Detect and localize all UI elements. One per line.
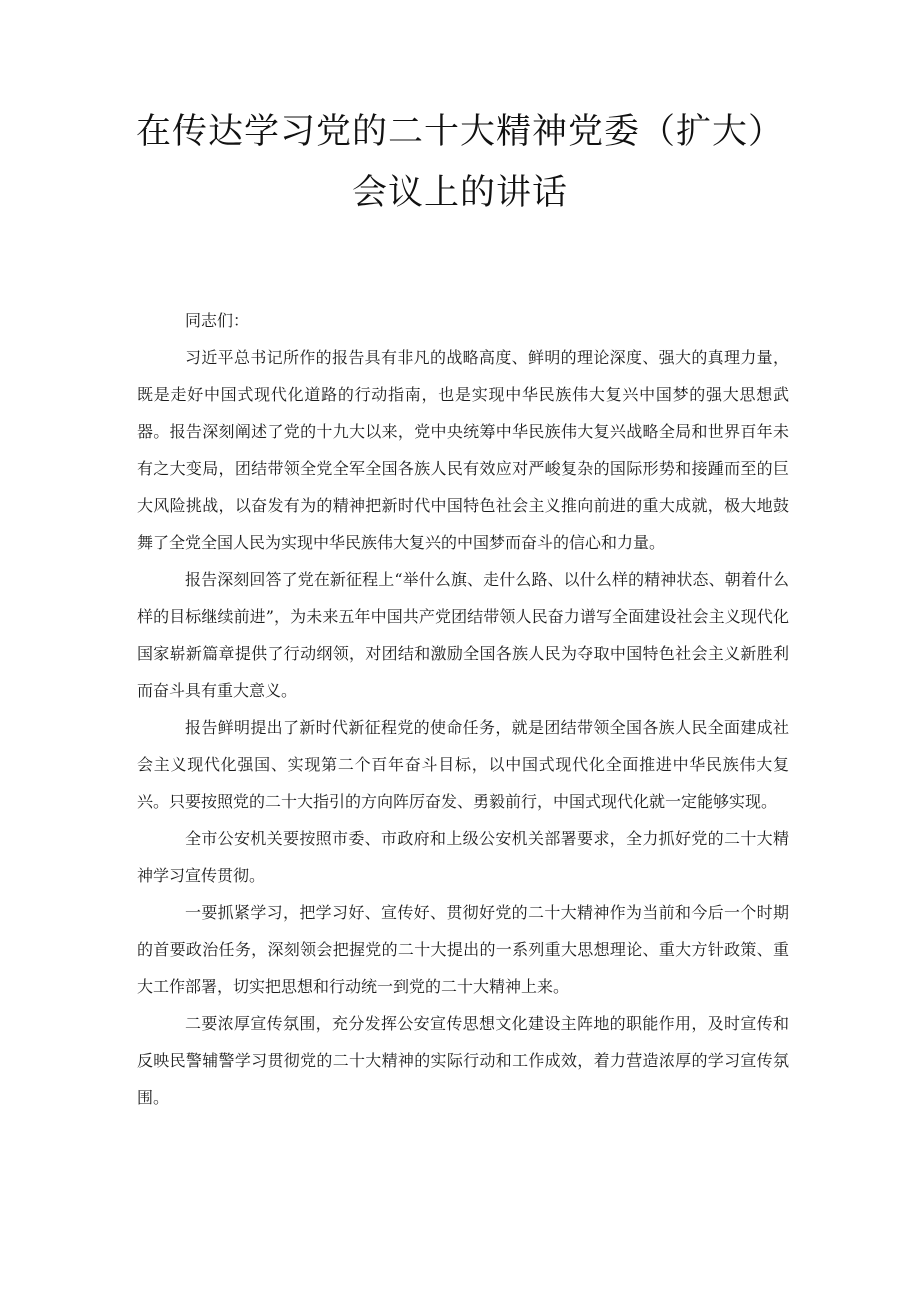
paragraph-6: 二要浓厚宣传氛围，充分发挥公安宣传思想文化建设主阵地的职能作用，及时宣传和反映民警辅警学习贯彻党的二十大精神的实际行动和工作成效，着力营造浓厚的学习宣传氛围。 bbox=[137, 1014, 789, 1107]
paragraph-5: 一要抓紧学习，把学习好、宣传好、贯彻好党的二十大精神作为当前和今后一个时期的首要政治任务，深刻领会把握党的二十大提出的一系列重大思想理论、重大方针政策、重大工作部署，切实把思想和行动统一到党的二十大精神上来。 bbox=[137, 903, 789, 996]
paragraph-3: 报告鲜明提出了新时代新征程党的使命任务，就是团结带领全国各族人民全面建成社会主义现代化强国、实现第二个百年奋斗目标，以中国式现代化全面推进中华民族伟大复兴。只要按照党的二十大指引的方向阵厉奋发、勇毅前行，中国式现代化就一定能够实现。 bbox=[137, 718, 789, 811]
document-body bbox=[137, 302, 789, 1116]
paragraph-4: 全市公安机关要按照市委、市政府和上级公安机关部署要求，全力抓好党的二十大精神学习宣传贯彻。 bbox=[137, 829, 789, 885]
document-title-line-1: 在传达学习党的二十大精神党委（扩大） bbox=[135, 112, 784, 152]
document-title-line-2: 会议上的讲话 bbox=[351, 173, 568, 213]
salutation: 同志们： bbox=[185, 311, 250, 330]
paragraph-1: 习近平总书记所作的报告具有非凡的战略高度、鲜明的理论深度、强大的真理力量，既是走好中国式现代化道路的行动指南，也是实现中华民族伟大复兴中国梦的强大思想武器。报告深刻阐述了党的十九大以来，党中央统筹中华民族伟大复兴战略全局和世界百年未有之大变局，团结带领全党全军全国各族人民有效应对严峻复杂的国际形势和接踵而至的巨大风险挑战，以奋发有为的精神把新时代中国特色社会主义推向前进的重大成就，极大地鼓舞了全党全国人民为实现中华民族伟大复兴的中国梦而奋斗的信心和力量。 bbox=[137, 348, 789, 552]
paragraph-2: 报告深刻回答了党在新征程上“举什么旗、走什么路、以什么样的精神状态、朝着什么样的目标继续前进”，为未来五年中国共产党团结带领人民奋力谱写全面建设社会主义现代化国家崭新篇章提供了行动纲领，对团结和激励全国各族人民为夺取中国特色社会主义新胜利而奋斗具有重大意义。 bbox=[137, 570, 789, 700]
